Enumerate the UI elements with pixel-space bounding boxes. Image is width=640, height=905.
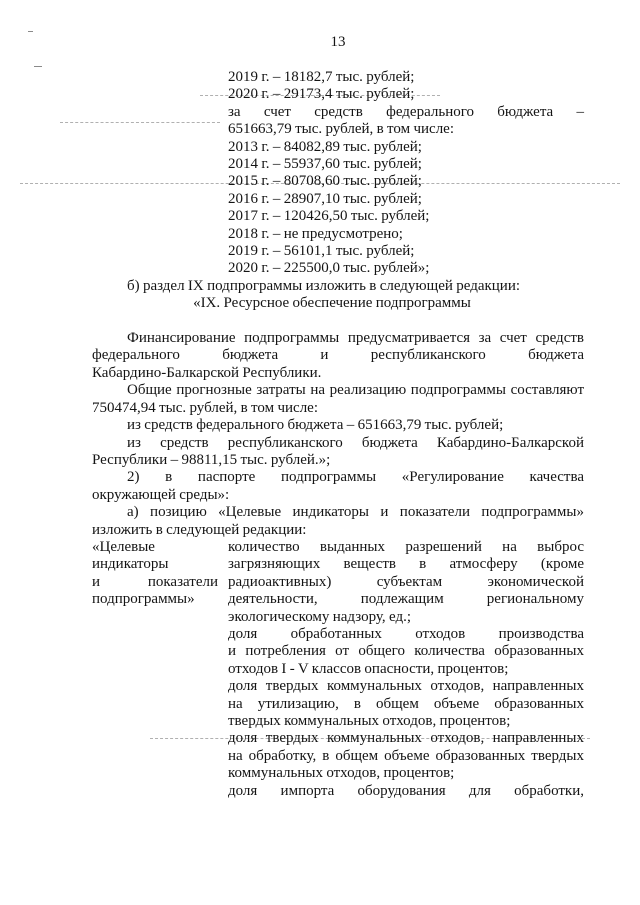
text-line: радиоактивных) субъектам экономической bbox=[228, 573, 584, 590]
text-line: а) позицию «Целевые индикаторы и показатели подпрограммы» bbox=[127, 504, 584, 521]
blank-line bbox=[92, 313, 584, 330]
text-line: из средств федерального бюджета – 651663,79 тыс. рублей; bbox=[127, 417, 504, 434]
text-line: Кабардино-Балкарской Республики. bbox=[92, 364, 322, 381]
text-line: твердых коммунальных отходов, процентов; bbox=[228, 713, 511, 730]
section-heading: «IX. Ресурсное обеспечение подпрограммы bbox=[193, 295, 471, 312]
text-line: и потребления от общего количества образованных bbox=[228, 643, 584, 660]
text-line: доля твердых коммунальных отходов, направленных bbox=[228, 730, 584, 747]
item-a bbox=[92, 504, 584, 539]
scan-speck bbox=[34, 66, 42, 67]
text-line: доля импорта оборудования для обработки, bbox=[228, 782, 584, 799]
text-line: доля обработанных отходов производства bbox=[228, 625, 584, 642]
text-line: экологическому надзору, ед.; bbox=[228, 608, 411, 625]
text-line: 2016 г. – 28907,10 тыс. рублей; bbox=[228, 190, 422, 207]
text-line: количество выданных разрешений на выброс bbox=[228, 538, 584, 555]
item-b-intro: б) раздел IX подпрограммы изложить в следующей редакции: bbox=[127, 277, 521, 294]
indicator-item bbox=[228, 730, 584, 782]
text-line: федерального бюджета и республиканского бюджета bbox=[92, 347, 584, 364]
indicator-item bbox=[228, 539, 584, 626]
text-line: подпрограммы» bbox=[92, 591, 195, 608]
text-line: деятельности, подлежащим региональному bbox=[228, 591, 584, 608]
paragraph-financing bbox=[92, 330, 584, 382]
text-line: Республики – 98811,15 тыс. рублей.»; bbox=[92, 451, 331, 468]
text-line: отходов I - V классов опасности, процентов; bbox=[228, 660, 509, 677]
funding-continuation bbox=[92, 69, 584, 278]
text-line: Финансирование подпрограммы предусматривается за счет средств bbox=[127, 330, 584, 347]
text-line: за счет средств федерального бюджета – bbox=[228, 103, 584, 120]
text-line: и показатели bbox=[92, 573, 218, 590]
text-line: Общие прогнозные затраты на реализацию подпрограммы составляют bbox=[127, 382, 584, 399]
text-line: доля твердых коммунальных отходов, направленных bbox=[228, 678, 584, 695]
text-line: на утилизацию, в общем объеме образованных bbox=[228, 695, 584, 712]
paragraph-federal bbox=[92, 417, 584, 434]
text-line: «Целевые bbox=[92, 538, 155, 555]
text-line: на обработку, в общем объеме образованных твердых bbox=[228, 747, 584, 764]
text-line: загрязняющих веществ в атмосферу (кроме bbox=[228, 556, 584, 573]
indicator-item bbox=[228, 678, 584, 730]
text-line: 2018 г. – не предусмотрено; bbox=[228, 225, 403, 242]
page-number: 13 bbox=[330, 34, 346, 50]
text-line: индикаторы bbox=[92, 556, 169, 573]
text-line: изложить в следующей редакции: bbox=[92, 521, 307, 538]
text-line: 2020 г. – 29173,4 тыс. рублей; bbox=[228, 86, 415, 103]
text-line: 750474,94 тыс. рублей, в том числе: bbox=[92, 399, 319, 416]
scan-speck bbox=[28, 31, 33, 32]
text-line: 2) в паспорте подпрограммы «Регулирование качества bbox=[127, 469, 584, 486]
text-line: 2013 г. – 84082,89 тыс. рублей; bbox=[228, 138, 422, 155]
text-line: из средств республиканского бюджета Кабардино-Балкарской bbox=[127, 434, 584, 451]
paragraph-republican bbox=[92, 435, 584, 470]
text-line: 2019 г. – 18182,7 тыс. рублей; bbox=[228, 69, 415, 85]
paragraph-total-costs bbox=[92, 382, 584, 417]
passport-table-row bbox=[92, 539, 584, 800]
text-line: окружающей среды»: bbox=[92, 486, 230, 503]
indicators-label bbox=[92, 539, 218, 800]
text-line: коммунальных отходов, процентов; bbox=[228, 765, 455, 782]
indicators-list bbox=[228, 539, 584, 800]
text-line: 2015 г. – 80708,60 тыс. рублей; bbox=[228, 173, 422, 190]
text-line: 2019 г. – 56101,1 тыс. рублей; bbox=[228, 243, 415, 260]
indicator-item bbox=[228, 626, 584, 678]
indicator-item bbox=[228, 783, 584, 800]
text-line: 2020 г. – 225500,0 тыс. рублей»; bbox=[228, 260, 430, 277]
item-2 bbox=[92, 469, 584, 504]
text-line: 651663,79 тыс. рублей, в том числе: bbox=[228, 121, 455, 138]
document-body bbox=[92, 69, 584, 800]
text-line: 2017 г. – 120426,50 тыс. рублей; bbox=[228, 208, 430, 225]
text-line: 2014 г. – 55937,60 тыс. рублей; bbox=[228, 156, 422, 173]
